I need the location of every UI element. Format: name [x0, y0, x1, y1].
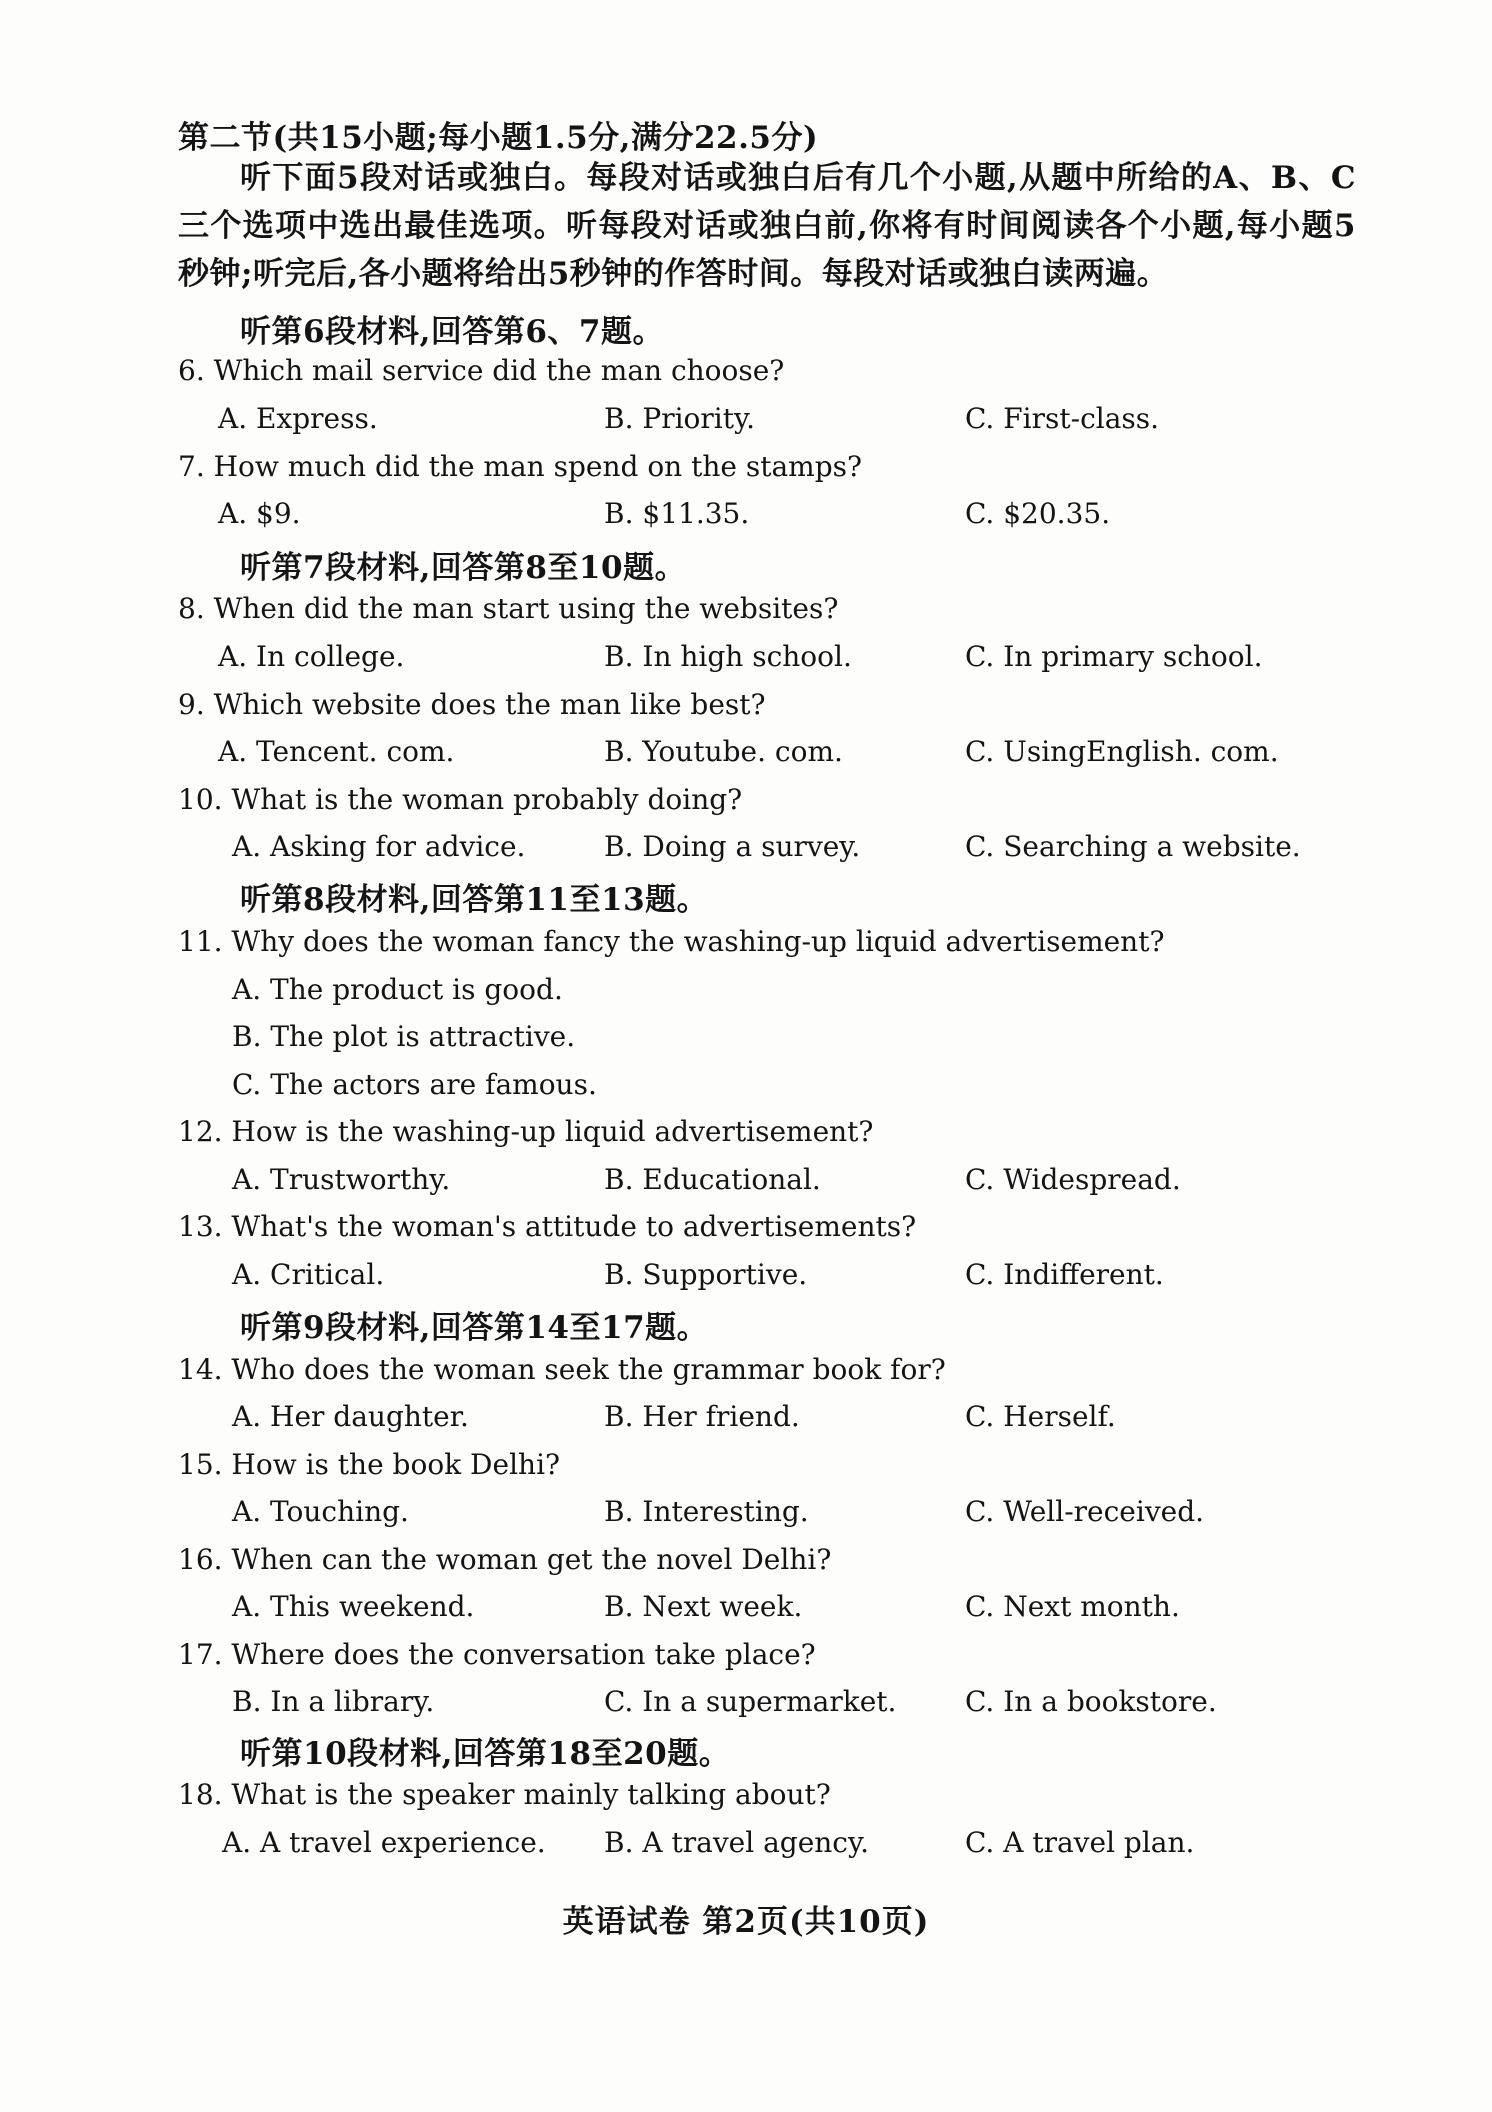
option-a: A. Her daughter.: [232, 1400, 469, 1433]
question-stem: 15. How is the book Delhi?: [178, 1448, 561, 1481]
section-heading: 第二节(共15小题;每小题1.5分,满分22.5分): [178, 120, 819, 156]
option-b: B. Doing a survey.: [604, 830, 861, 863]
option-c: C. Searching a website.: [965, 830, 1301, 863]
section-instructions: 听下面5段对话或独白。每段对话或独白后有几个小题,从题中所给的A、B、C三个选项中选出最佳选项。听每段对话或独白前,你将有时间阅读各个小题,每小题5秒钟;听完后,各小题将给出5秒钟的作答时间。每段对话或独白读两遍。: [178, 160, 1356, 292]
option-a: B. In a library.: [232, 1685, 435, 1718]
option-b: B. Next week.: [604, 1590, 803, 1623]
option-a: A. Asking for advice.: [232, 830, 526, 863]
option-a: A. Express.: [218, 402, 378, 435]
question-stem: 17. Where does the conversation take place?: [178, 1638, 816, 1671]
option-b: B. Youtube. com.: [604, 735, 843, 768]
option-b: B. A travel agency.: [604, 1826, 869, 1859]
option-b: B. Priority.: [604, 402, 756, 435]
question-stem: 10. What is the woman probably doing?: [178, 783, 743, 816]
option-a: A. In college.: [218, 640, 405, 673]
question-stem: 9. Which website does the man like best?: [178, 688, 766, 721]
option-a: A. Touching.: [232, 1495, 409, 1528]
listening-material-note: 听第9段材料,回答第14至17题。: [240, 1310, 709, 1346]
question-stem: 8. When did the man start using the websites?: [178, 592, 839, 625]
question-stem: 16. When can the woman get the novel Delhi?: [178, 1543, 832, 1576]
question-stem: 18. What is the speaker mainly talking about?: [178, 1778, 831, 1811]
option-c: C. Widespread.: [965, 1163, 1181, 1196]
option-c: C. Next month.: [965, 1590, 1180, 1623]
question-stem: 6. Which mail service did the man choose?: [178, 354, 785, 387]
page-footer: 英语试卷 第2页(共10页): [562, 1904, 930, 1940]
option-b: B. Educational.: [604, 1163, 821, 1196]
option-a: A. A travel experience.: [222, 1826, 546, 1859]
option-c: C. Indifferent.: [965, 1258, 1164, 1291]
option-a: A. $9.: [218, 497, 301, 530]
listening-material-note: 听第6段材料,回答第6、7题。: [240, 314, 665, 350]
option-a: A. Critical.: [232, 1258, 385, 1291]
listening-material-note: 听第7段材料,回答第8至10题。: [240, 550, 687, 586]
option-c: C. Herself.: [965, 1400, 1116, 1433]
option-a: A. The product is good.: [232, 973, 563, 1006]
option-c: C. $20.35.: [965, 497, 1111, 530]
question-stem: 12. How is the washing-up liquid advertisement?: [178, 1115, 874, 1148]
option-c: C. A travel plan.: [965, 1826, 1195, 1859]
option-c: C. In primary school.: [965, 640, 1263, 673]
option-a: A. Tencent. com.: [218, 735, 455, 768]
option-b: B. In high school.: [604, 640, 852, 673]
option-c: C. UsingEnglish. com.: [965, 735, 1279, 768]
option-b: B. Her friend.: [604, 1400, 800, 1433]
question-stem: 11. Why does the woman fancy the washing-up liquid advertisement?: [178, 925, 1165, 958]
option-b: B. $11.35.: [604, 497, 750, 530]
option-b: B. Supportive.: [604, 1258, 808, 1291]
listening-material-note: 听第8段材料,回答第11至13题。: [240, 882, 709, 918]
option-c: C. The actors are famous.: [232, 1068, 597, 1101]
option-b: B. Interesting.: [604, 1495, 809, 1528]
option-c: C. In a bookstore.: [965, 1685, 1217, 1718]
question-stem: 7. How much did the man spend on the stamps?: [178, 450, 863, 483]
option-a: A. Trustworthy.: [232, 1163, 451, 1196]
option-c: C. First-class.: [965, 402, 1160, 435]
option-b: B. The plot is attractive.: [232, 1020, 576, 1053]
option-b: C. In a supermarket.: [604, 1685, 897, 1718]
option-a: A. This weekend.: [232, 1590, 475, 1623]
listening-material-note: 听第10段材料,回答第18至20题。: [240, 1736, 731, 1772]
option-c: C. Well-received.: [965, 1495, 1205, 1528]
question-stem: 14. Who does the woman seek the grammar book for?: [178, 1353, 946, 1386]
question-stem: 13. What's the woman's attitude to advertisements?: [178, 1210, 917, 1243]
